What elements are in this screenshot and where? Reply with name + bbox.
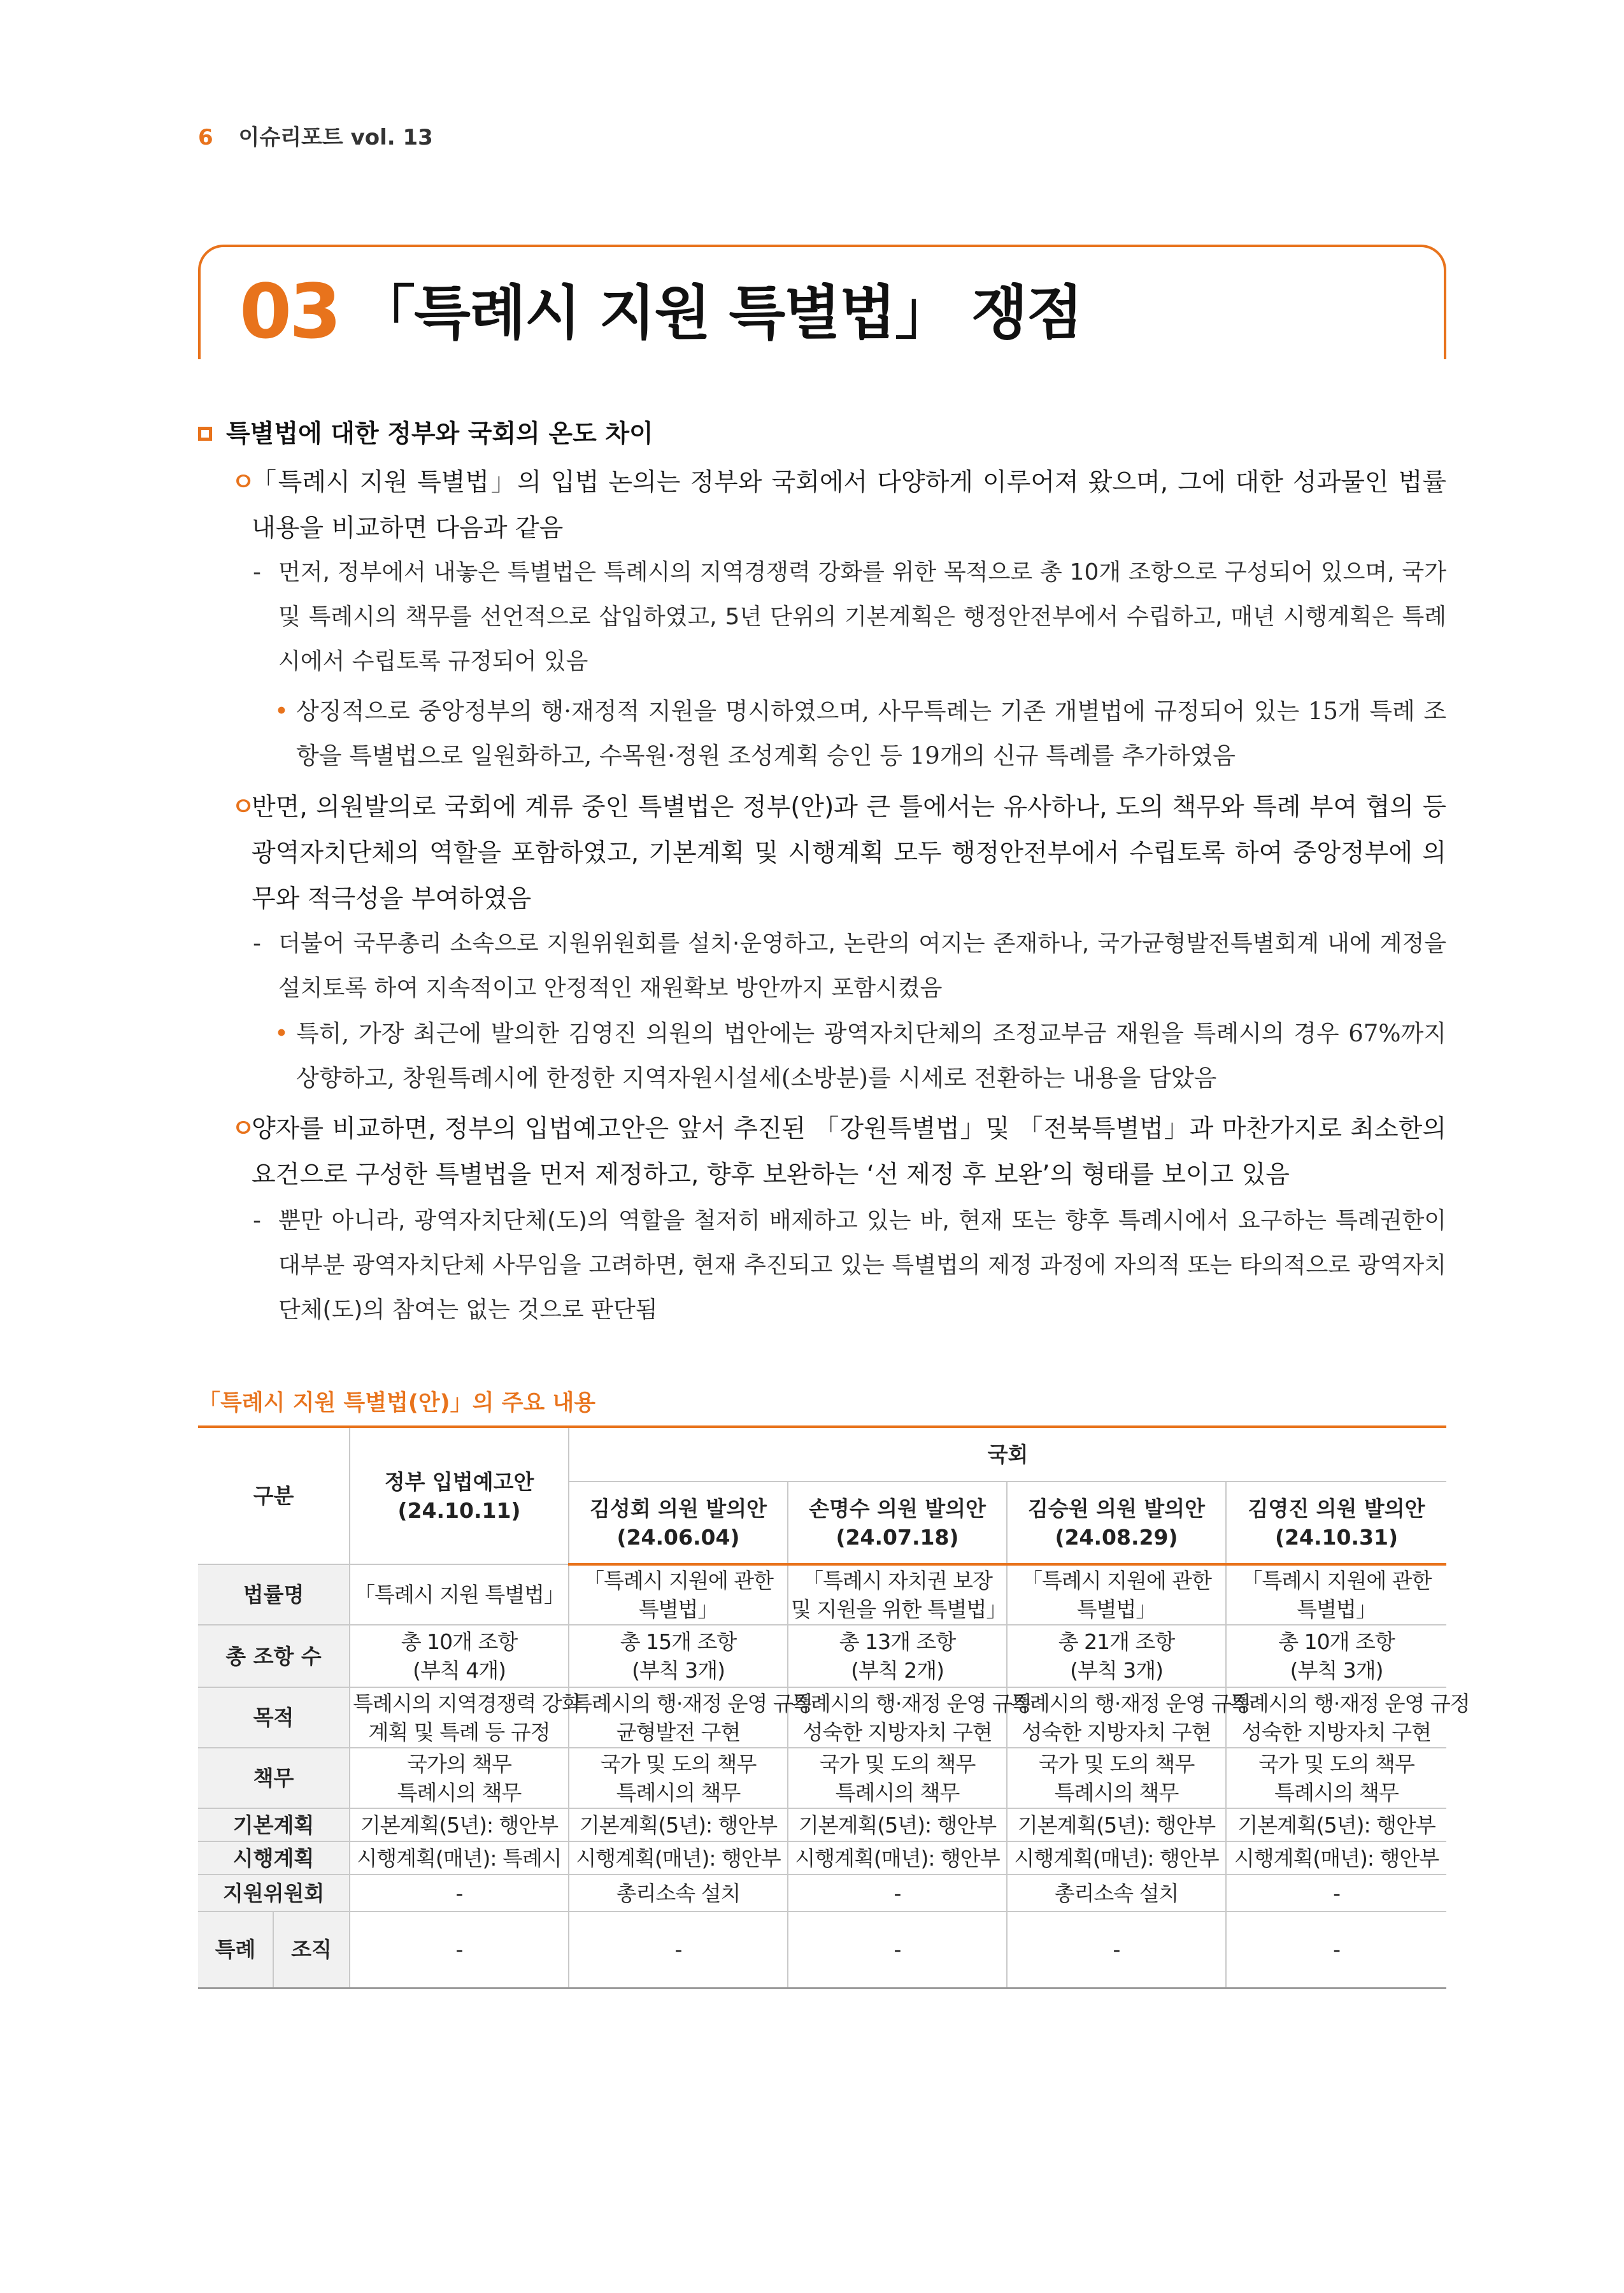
table-cell: 총 15개 조항 (부칙 3개) bbox=[569, 1625, 788, 1687]
table-cell: 기본계획(5년): 행안부 bbox=[1226, 1808, 1446, 1841]
table-cell: 국가의 책무 특례시의 책무 bbox=[350, 1748, 569, 1808]
table-row bbox=[198, 1808, 1446, 1841]
table-row bbox=[198, 1564, 1446, 1625]
table-cell: 「특례시 자치권 보장 및 지원을 위한 특별법」 bbox=[788, 1564, 1007, 1625]
header-government: 정부 입법예고안 (24.10.11) bbox=[350, 1427, 569, 1564]
table-cell: - bbox=[788, 1911, 1007, 1988]
paragraph-1 bbox=[231, 460, 1446, 552]
table-row bbox=[198, 1625, 1446, 1687]
table-row bbox=[198, 1687, 1446, 1748]
page-number: 6 bbox=[198, 125, 213, 150]
table-cell: - bbox=[569, 1911, 788, 1988]
table-cell: 국가 및 도의 책무 특례시의 책무 bbox=[1007, 1748, 1226, 1808]
paragraph-2 bbox=[231, 785, 1446, 922]
table-cell: - bbox=[1226, 1875, 1446, 1911]
table-cell: 「특례시 지원에 관한 특별법」 bbox=[1226, 1564, 1446, 1625]
table-cell: 「특례시 지원에 관한 특별법」 bbox=[569, 1564, 788, 1625]
dash-bullet-icon: - bbox=[253, 559, 261, 585]
running-title: 이슈리포트 vol. 13 bbox=[238, 125, 433, 150]
header-assembly: 국회 bbox=[569, 1427, 1446, 1482]
table-cell: - bbox=[1226, 1911, 1446, 1988]
paragraph-1-sub-1 bbox=[253, 550, 1446, 684]
table-cell: - bbox=[1007, 1911, 1226, 1988]
section-heading bbox=[198, 414, 653, 450]
header-bill-3: 김승원 의원 발의안 (24.08.29) bbox=[1007, 1482, 1226, 1564]
paragraph-2-text: 반면, 의원발의로 국회에 계류 중인 특별법은 정부(안)과 큰 틀에서는 유사하나, 도의 책무와 특례 부여 협의 등 광역자치단체의 역할을 포함하였고, 기본계획 및 시행계획 모두 행정안전부에서 수립토록 하여 중앙정부에 의무와 적극성을 부여하였음 bbox=[252, 793, 1446, 913]
table-cell: 시행계획(매년): 행안부 bbox=[1007, 1841, 1226, 1875]
row-label: 시행계획 bbox=[198, 1841, 350, 1875]
row-label-group: 특례 bbox=[198, 1911, 273, 1988]
table-row bbox=[198, 1875, 1446, 1911]
paragraph-3-text: 양자를 비교하면, 정부의 입법예고안은 앞서 추진된 「강원특별법」및 「전북특별법」과 마찬가지로 최소한의 요건으로 구성한 특별법을 먼저 제정하고, 향후 보완하는 ‘선 제정 후 보완’의 형태를 보이고 있음 bbox=[252, 1115, 1446, 1189]
table-cell: 총 10개 조항 (부칙 3개) bbox=[1226, 1625, 1446, 1687]
paragraph-3-sub-1-text: 뿐만 아니라, 광역자치단체(도)의 역할을 철저히 배제하고 있는 바, 현재 또는 향후 특례시에서 요구하는 특례권한이 대부분 광역자치단체 사무임을 고려하면, 현재 추진되고 있는 특별법의 제정 과정에 자의적 또는 타의적으로 광역자치단체(도)의 참여는 없는 것으로 판단됨 bbox=[278, 1208, 1446, 1323]
table-cell: 특례시의 행·재정 운영 규정 성숙한 지방자치 구현 bbox=[788, 1687, 1007, 1748]
row-label: 법률명 bbox=[198, 1564, 350, 1625]
chapter-number: 03 bbox=[239, 268, 339, 355]
table-cell: 국가 및 도의 책무 특례시의 책무 bbox=[1226, 1748, 1446, 1808]
row-label: 지원위원회 bbox=[198, 1875, 350, 1911]
table-row bbox=[198, 1841, 1446, 1875]
paragraph-2-bullet-1-text: 특히, 가장 최근에 발의한 김영진 의원의 법안에는 광역자치단체의 조정교부금 재원을 특례시의 경우 67%까지 상향하고, 창원특례시에 한정한 지역자원시설세(소방분)를 시세로 전환하는 내용을 담았음 bbox=[296, 1020, 1446, 1092]
table-row bbox=[198, 1911, 1446, 1988]
circle-bullet-icon: ㅇ bbox=[231, 793, 255, 822]
table-cell: - bbox=[788, 1875, 1007, 1911]
table-cell: 시행계획(매년): 행안부 bbox=[788, 1841, 1007, 1875]
row-label: 책무 bbox=[198, 1748, 350, 1808]
dot-bullet-icon: • bbox=[274, 697, 288, 725]
table-cell: 총 21개 조항 (부칙 3개) bbox=[1007, 1625, 1226, 1687]
section-heading-text: 특별법에 대한 정부와 국회의 온도 차이 bbox=[226, 420, 653, 448]
table-cell: 국가 및 도의 책무 특례시의 책무 bbox=[788, 1748, 1007, 1808]
paragraph-1-text: 「특례시 지원 특별법」의 입법 논의는 정부와 국회에서 다양하게 이루어져 왔으며, 그에 대한 성과물인 법률 내용을 비교하면 다음과 같음 bbox=[252, 468, 1446, 543]
table-cell: 시행계획(매년): 행안부 bbox=[1226, 1841, 1446, 1875]
table-cell: 기본계획(5년): 행안부 bbox=[569, 1808, 788, 1841]
table-cell: 특례시의 지역경쟁력 강화 계획 및 특례 등 규정 bbox=[350, 1687, 569, 1748]
table-cell: 총리소속 설치 bbox=[1007, 1875, 1226, 1911]
comparison-table bbox=[198, 1425, 1470, 1989]
paragraph-3-sub-1 bbox=[253, 1199, 1446, 1332]
table-caption: 「특례시 지원 특별법(안)」의 주요 내용 bbox=[198, 1390, 596, 1416]
dot-bullet-icon: • bbox=[274, 1020, 288, 1047]
paragraph-2-bullet-1 bbox=[274, 1011, 1446, 1101]
header-bill-2: 손명수 의원 발의안 (24.07.18) bbox=[788, 1482, 1007, 1564]
table-cell: 「특례시 지원에 관한 특별법」 bbox=[1007, 1564, 1226, 1625]
header-bill-4: 김영진 의원 발의안 (24.10.31) bbox=[1226, 1482, 1446, 1564]
table-cell: 국가 및 도의 책무 특례시의 책무 bbox=[569, 1748, 788, 1808]
table-cell: 시행계획(매년): 특례시 bbox=[350, 1841, 569, 1875]
header-bill-1: 김성회 의원 발의안 (24.06.04) bbox=[569, 1482, 788, 1564]
table-row bbox=[198, 1748, 1446, 1808]
table-cell: 특례시의 행·재정 운영 규정 균형발전 구현 bbox=[569, 1687, 788, 1748]
row-label: 목적 bbox=[198, 1687, 350, 1748]
dash-bullet-icon: - bbox=[253, 931, 261, 957]
paragraph-2-sub-1 bbox=[253, 922, 1446, 1011]
dash-bullet-icon: - bbox=[253, 1208, 261, 1234]
paragraph-1-bullet-1 bbox=[274, 689, 1446, 778]
table-cell: 총 13개 조항 (부칙 2개) bbox=[788, 1625, 1007, 1687]
paragraph-3 bbox=[231, 1106, 1446, 1198]
circle-bullet-icon: ㅇ bbox=[231, 468, 255, 497]
table-cell: 기본계획(5년): 행안부 bbox=[788, 1808, 1007, 1841]
paragraph-1-bullet-1-text: 상징적으로 중앙정부의 행·재정적 지원을 명시하였으며, 사무특례는 기존 개별법에 규정되어 있는 15개 특례 조항을 특별법으로 일원화하고, 수목원·정원 조성계획 승인 등 19개의 신규 특례를 추가하였음 bbox=[296, 697, 1446, 769]
circle-bullet-icon: ㅇ bbox=[231, 1115, 255, 1143]
header-corner: 구분 bbox=[198, 1427, 350, 1564]
row-label: 총 조항 수 bbox=[198, 1625, 350, 1687]
paragraph-1-sub-1-text: 먼저, 정부에서 내놓은 특별법은 특례시의 지역경쟁력 강화를 위한 목적으로 총 10개 조항으로 구성되어 있으며, 국가 및 특례시의 책무를 선언적으로 삽입하였고, 5년 단위의 기본계획은 행정안전부에서 수립하고, 매년 시행계획은 특례시에서 수립토록 규정되어 있음 bbox=[278, 559, 1446, 675]
table-cell: 시행계획(매년): 행안부 bbox=[569, 1841, 788, 1875]
table-cell: 특례시의 행·재정 운영 규정 성숙한 지방자치 구현 bbox=[1226, 1687, 1446, 1748]
table-cell: 기본계획(5년): 행안부 bbox=[350, 1808, 569, 1841]
table-cell: 기본계획(5년): 행안부 bbox=[1007, 1808, 1226, 1841]
row-label: 조직 bbox=[273, 1911, 350, 1988]
paragraph-2-sub-1-text: 더불어 국무총리 소속으로 지원위원회를 설치·운영하고, 논란의 여지는 존재하나, 국가균형발전특별회계 내에 계정을 설치토록 하여 지속적이고 안정적인 재원확보 방안까지 포함시켰음 bbox=[278, 931, 1446, 1001]
square-bullet-icon bbox=[198, 427, 212, 441]
chapter-title: 「특례시 지원 특별법」 쟁점 bbox=[357, 279, 1082, 347]
running-header bbox=[198, 120, 433, 151]
table-cell: - bbox=[350, 1875, 569, 1911]
table-cell: 「특례시 지원 특별법」 bbox=[350, 1564, 569, 1625]
table-cell: 총리소속 설치 bbox=[569, 1875, 788, 1911]
table-cell: 총 10개 조항 (부칙 4개) bbox=[350, 1625, 569, 1687]
row-label: 기본계획 bbox=[198, 1808, 350, 1841]
table-cell: - bbox=[350, 1911, 569, 1988]
table-cell: 특례시의 행·재정 운영 규정 성숙한 지방자치 구현 bbox=[1007, 1687, 1226, 1748]
